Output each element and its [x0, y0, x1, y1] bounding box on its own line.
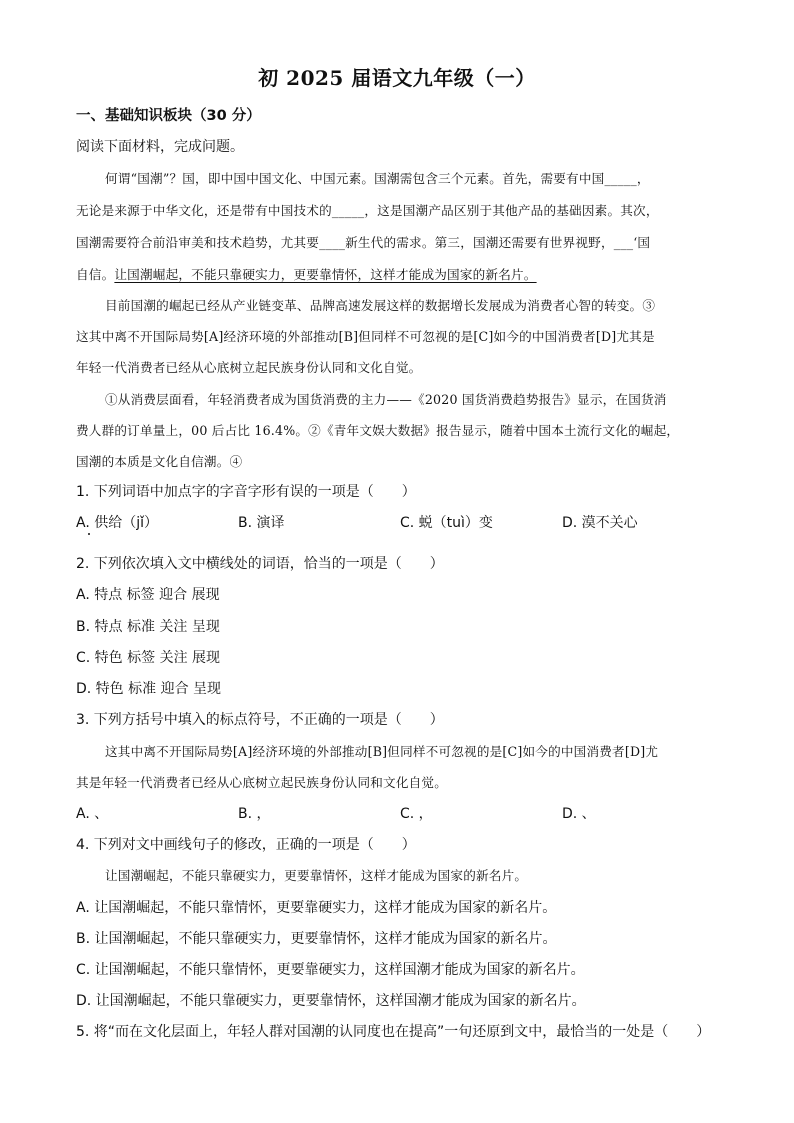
question-3-stem: 3. 下列方括号中填入的标点符号，不正确的一项是（ ） [76, 712, 444, 728]
question-4-stem: 4. 下列对文中画线句子的修改，正确的一项是（ ） [76, 837, 416, 853]
emphasis-dot [88, 533, 90, 535]
question-1-option-a[interactable]: A. 供给（jǐ） [76, 515, 159, 531]
section-heading: 一、基础知识板块（30 分） [76, 108, 261, 124]
question-4-option-b[interactable]: B. 让国潮崛起，不能只靠硬实力，更要靠情怀，这样才能成为国家的新名片。 [76, 931, 557, 947]
passage-line: 无论是来源于中华文化，还是带有中国技术的_____，这是国潮产品区别于其他产品的基础因素。其次， [76, 203, 659, 218]
passage-line: 这其中离不开国际局势[A]经济环境的外部推动[B]但同样不可忽视的是[C]如今的中国消费者[D]尤其是 [76, 329, 655, 344]
question-3-quote-line: 其是年轻一代消费者已经从心底树立起民族身份认同和文化自觉。 [76, 775, 448, 790]
underlined-sentence: 让国潮崛起，不能只靠硬实力，更要靠情怀，这样才能成为国家的新名片。 [114, 267, 537, 282]
passage-line: 国潮的本质是文化自信潮。④ [76, 454, 243, 469]
question-4-quote: 让国潮崛起，不能只靠硬实力，更要靠情怀，这样才能成为国家的新名片。 [105, 868, 528, 883]
question-2-option-c[interactable]: C. 特色 标签 关注 展现 [76, 650, 221, 666]
question-3-option-c[interactable]: C. ， [400, 806, 433, 822]
passage-text: 自信。 [76, 267, 115, 282]
question-2-stem: 2. 下列依次填入文中横线处的词语，恰当的一项是（ ） [76, 556, 444, 572]
passage-line: 费人群的订单量上，00 后占比 16.4%。②《青年文娱大数据》报告显示，随着中国本土流行文化的崛起， [76, 423, 680, 438]
question-3-option-a[interactable]: A. 、 [76, 806, 109, 822]
question-1-option-c[interactable]: C. 蜕（tuì）变 [400, 515, 493, 531]
question-1-option-b[interactable]: B. 演译 [238, 515, 285, 531]
passage-line: 年轻一代消费者已经从心底树立起民族身份认同和文化自觉。 [76, 360, 422, 375]
question-2-option-b[interactable]: B. 特点 标准 关注 呈现 [76, 619, 220, 635]
question-3-quote-line: 这其中离不开国际局势[A]经济环境的外部推动[B]但同样不可忽视的是[C]如今的中国消费者[D]尤 [105, 744, 659, 759]
question-2-option-d[interactable]: D. 特色 标准 迎合 呈现 [76, 681, 222, 697]
question-4-option-c[interactable]: C. 让国潮崛起，不能只靠情怀，更要靠硬实力，这样国潮才能成为国家的新名片。 [76, 962, 585, 978]
question-4-option-d[interactable]: D. 让国潮崛起，不能只靠硬实力，更要靠情怀，这样国潮才能成为国家的新名片。 [76, 993, 586, 1009]
question-5-stem: 5. 将“而在文化层面上，年轻人群对国潮的认同度也在提高”一句还原到文中，最恰当的一处是（ ） [76, 1024, 711, 1040]
question-3-option-d[interactable]: D. 、 [562, 806, 596, 822]
passage-line [76, 264, 537, 283]
question-2-option-a[interactable]: A. 特点 标签 迎合 展现 [76, 587, 220, 603]
instruction-text: 阅读下面材料，完成问题。 [76, 139, 244, 155]
question-3-option-b[interactable]: B. ， [238, 806, 271, 822]
passage-line: 目前国潮的崛起已经从产业链变革、品牌高速发展这样的数据增长发展成为消费者心智的转变。③ [105, 298, 656, 313]
passage-line: 何谓“国潮”？国，即中国中国文化、中国元素。国潮需包含三个元素。首先，需要有中国_____， [105, 171, 650, 186]
passage-line: 国潮需要符合前沿审美和技术趋势，尤其要____新生代的需求。第三，国潮还需要有世界视野，___‘国 [76, 235, 651, 250]
question-4-option-a[interactable]: A. 让国潮崛起，不能只靠情怀，更要靠硬实力，这样才能成为国家的新名片。 [76, 900, 557, 916]
exam-title: 初 2025 届语文九年级（一） [258, 66, 536, 90]
question-1-stem: 1. 下列词语中加点字的字音字形有误的一项是（ ） [76, 484, 416, 500]
passage-line: ①从消费层面看，年轻消费者成为国货消费的主力——《2020 国货消费趋势报告》显示，在国货消 [105, 392, 667, 407]
question-1-option-d[interactable]: D. 漠不关心 [562, 515, 638, 531]
